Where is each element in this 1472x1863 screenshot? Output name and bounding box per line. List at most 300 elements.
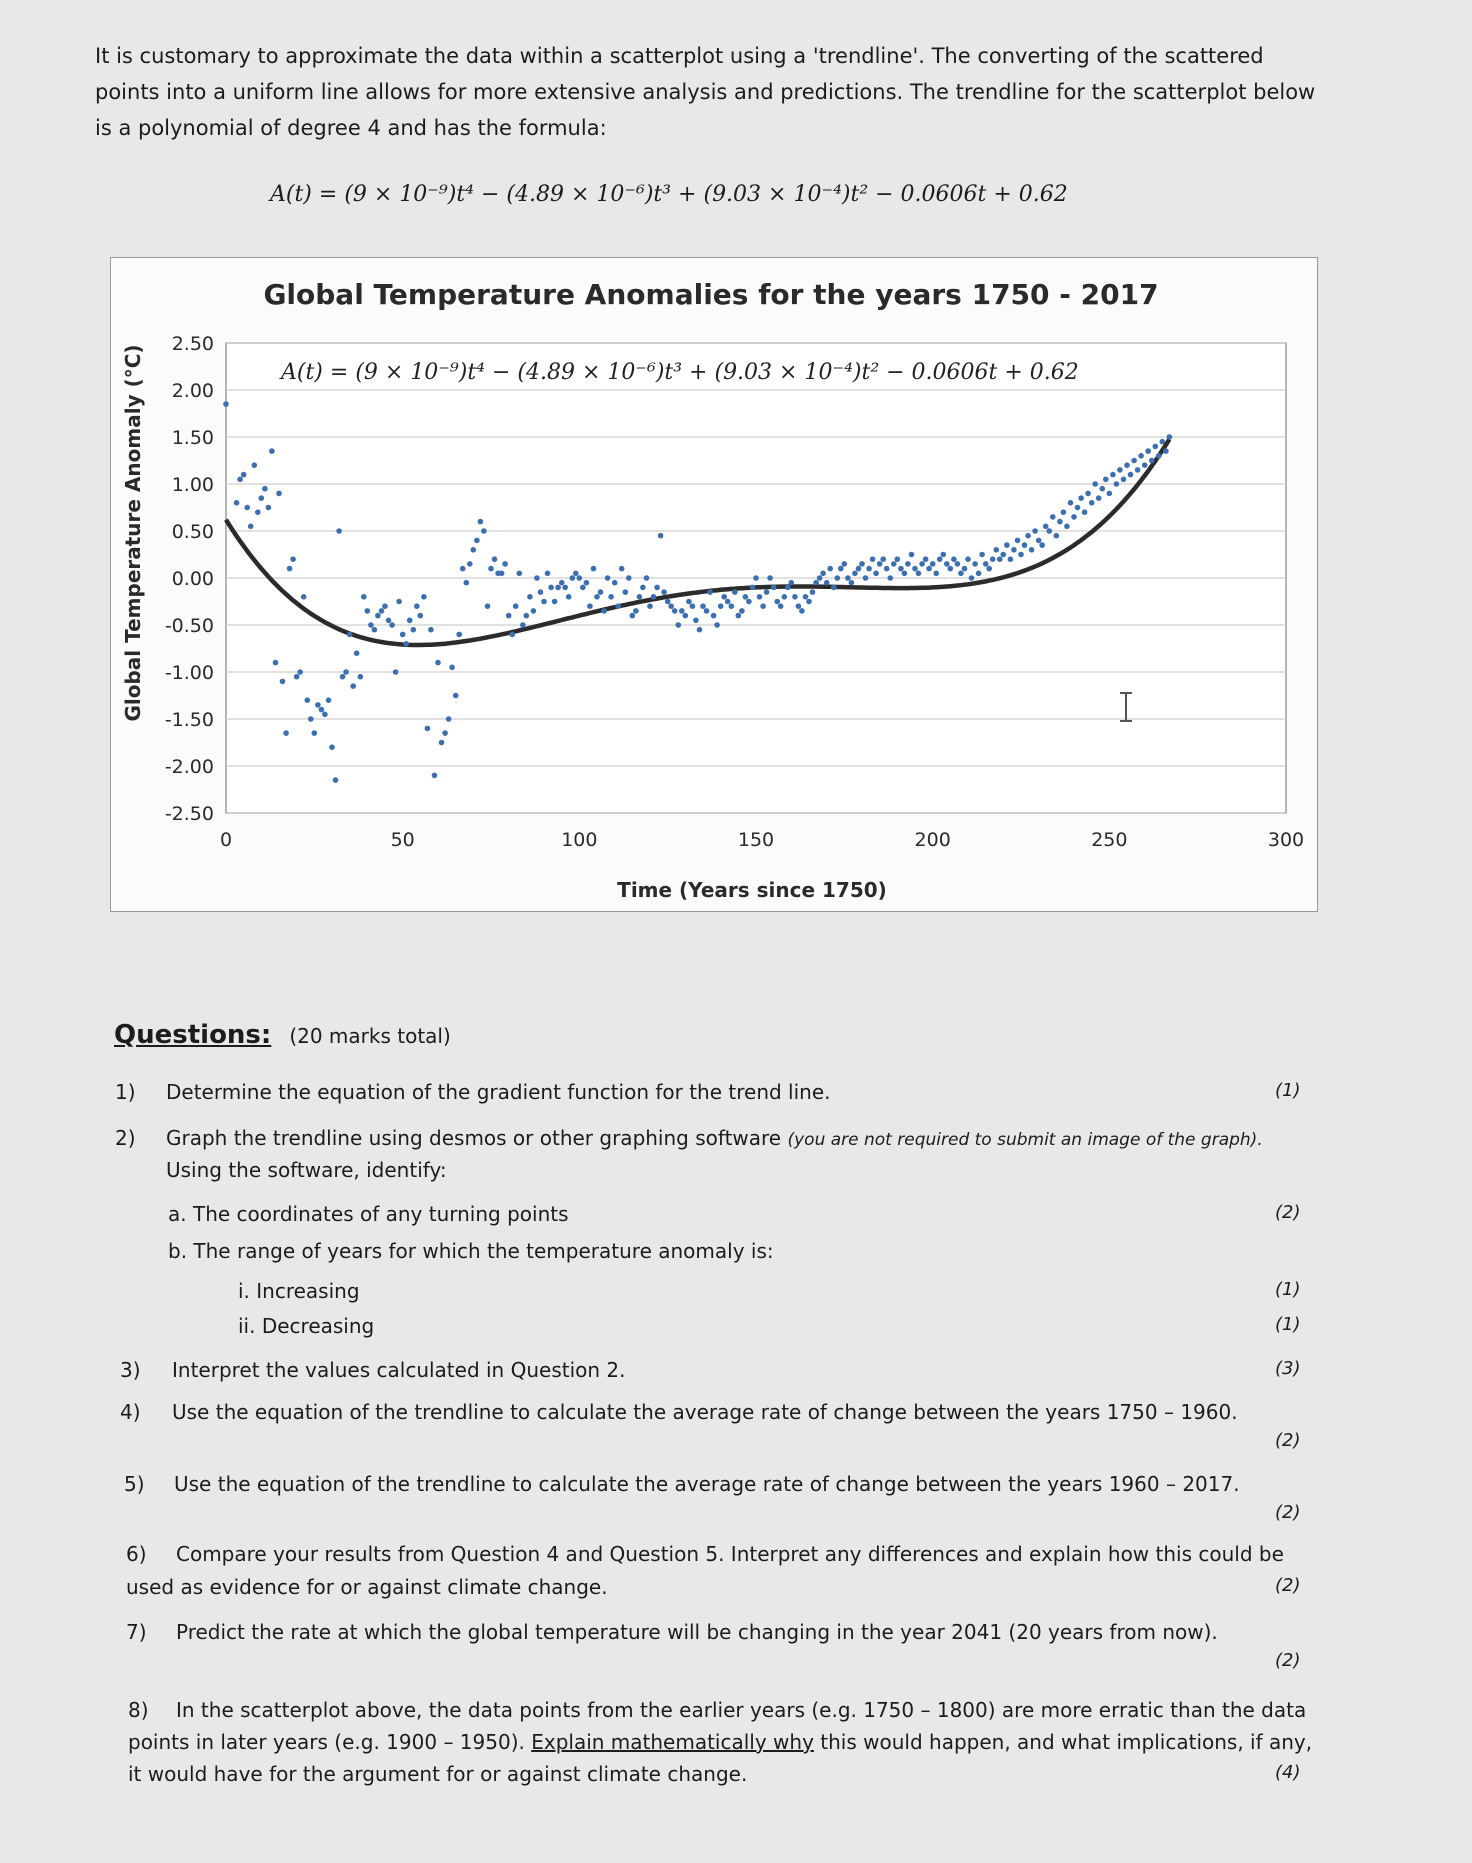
q8-text-3: it would have for the argument for or against climate change.: [128, 1762, 748, 1786]
data-point: [464, 580, 470, 586]
x-tick-label: 250: [1091, 829, 1128, 851]
x-tick-label: 200: [914, 829, 951, 851]
data-point: [647, 603, 653, 609]
data-point: [319, 707, 325, 713]
data-point: [372, 627, 378, 633]
data-point: [418, 613, 424, 619]
data-point: [637, 594, 643, 600]
q4-text: Use the equation of the trendline to calculate the average rate of change between the years 1750 – 1960.: [172, 1400, 1238, 1424]
data-point: [676, 622, 682, 628]
data-point: [986, 566, 992, 572]
data-point: [326, 697, 332, 703]
data-point: [615, 603, 621, 609]
data-point: [626, 575, 632, 581]
data-point: [898, 566, 904, 572]
data-point: [393, 669, 399, 675]
data-point: [1011, 547, 1017, 553]
data-point: [329, 744, 335, 750]
q6-text-2: used as evidence for or against climate change.: [126, 1575, 608, 1599]
data-point: [241, 472, 247, 478]
data-point: [651, 594, 657, 600]
data-point: [640, 585, 646, 591]
data-point: [280, 679, 286, 685]
data-point: [891, 561, 897, 567]
data-point: [237, 477, 243, 483]
data-point: [389, 622, 395, 628]
data-point: [746, 599, 752, 605]
data-point: [668, 603, 674, 609]
data-point: [545, 571, 551, 577]
data-point: [1131, 458, 1137, 464]
data-point: [365, 608, 371, 614]
data-point: [1124, 462, 1130, 468]
data-point: [1039, 542, 1045, 548]
data-point: [421, 594, 427, 600]
data-point: [1163, 448, 1169, 454]
data-point: [375, 613, 381, 619]
q5-number: 5): [124, 1472, 145, 1496]
data-point: [969, 575, 975, 581]
data-point: [262, 486, 268, 492]
data-point: [930, 561, 936, 567]
questions-title: Questions:: [114, 1020, 272, 1050]
data-point: [633, 608, 639, 614]
q8-text-2a: points in later years (e.g. 1900 – 1950).: [128, 1730, 525, 1754]
data-point: [1025, 533, 1031, 539]
data-point: [587, 603, 593, 609]
data-point: [266, 505, 272, 511]
chart-title: Global Temperature Anomalies for the years 1750 - 2017: [263, 278, 1159, 311]
data-point: [474, 538, 480, 544]
data-point: [799, 608, 805, 614]
data-point: [361, 594, 367, 600]
trendline-formula: A(t) = (9 × 10⁻⁹)t⁴ − (4.89 × 10⁻⁶)t³ + (9.03 × 10⁻⁴)t² − 0.0606t + 0.62: [270, 182, 1068, 207]
data-point: [944, 561, 950, 567]
q2bi-marks: (1): [1275, 1279, 1301, 1300]
data-point: [697, 627, 703, 633]
data-point: [1061, 509, 1067, 515]
data-point: [718, 603, 724, 609]
q2a-marks: (2): [1275, 1202, 1301, 1223]
data-point: [976, 571, 982, 577]
q2-number: 2): [115, 1126, 136, 1150]
data-point: [619, 566, 625, 572]
data-point: [506, 613, 512, 619]
data-point: [428, 627, 434, 633]
data-point: [513, 603, 519, 609]
data-point: [548, 585, 554, 591]
data-point: [672, 608, 678, 614]
data-point: [962, 566, 968, 572]
data-point: [1050, 514, 1056, 520]
q2b-text: b. The range of years for which the temperature anomaly is:: [168, 1239, 774, 1263]
data-point: [460, 566, 466, 572]
data-point: [683, 613, 689, 619]
data-point: [972, 561, 978, 567]
data-point: [478, 519, 484, 525]
q3-number: 3): [120, 1358, 141, 1382]
q8-text-2c: this would happen, and what implications, if any,: [820, 1730, 1313, 1754]
data-point: [562, 585, 568, 591]
data-point: [623, 589, 629, 595]
data-point: [1092, 481, 1098, 487]
data-point: [729, 603, 735, 609]
q2bii-marks: (1): [1275, 1314, 1301, 1335]
data-point: [711, 613, 717, 619]
y-tick-label: -1.00: [164, 662, 214, 684]
data-point: [1047, 528, 1053, 534]
data-point: [605, 575, 611, 581]
q2-text-2: Using the software, identify:: [166, 1158, 447, 1182]
data-point: [379, 608, 385, 614]
data-point: [259, 495, 265, 501]
y-axis-title: Global Temperature Anomaly (°C): [121, 344, 145, 722]
data-point: [644, 575, 650, 581]
data-point: [721, 594, 727, 600]
data-point: [598, 589, 604, 595]
data-point: [559, 580, 565, 586]
data-point: [1022, 542, 1028, 548]
data-point: [527, 594, 533, 600]
data-point: [1043, 524, 1049, 530]
data-point: [782, 594, 788, 600]
data-point: [1008, 556, 1014, 562]
data-point: [400, 632, 406, 638]
data-point: [453, 693, 459, 699]
q2-note: (you are not required to submit an image of the graph).: [787, 1130, 1263, 1150]
data-point: [577, 575, 583, 581]
q8-text: In the scatterplot above, the data points from the earlier years (e.g. 1750 – 1800) are more erratic than the data: [176, 1698, 1307, 1722]
data-point: [905, 561, 911, 567]
data-point: [601, 608, 607, 614]
data-point: [612, 580, 618, 586]
y-tick-label: 0.50: [171, 521, 214, 543]
y-tick-label: 1.00: [171, 474, 214, 496]
data-point: [937, 556, 943, 562]
y-tick-label: -0.50: [164, 615, 214, 637]
data-point: [442, 730, 448, 736]
q7-number: 7): [126, 1620, 147, 1644]
data-point: [386, 618, 392, 624]
data-point: [294, 674, 300, 680]
data-point: [877, 561, 883, 567]
data-point: [1064, 524, 1070, 530]
y-tick-label: 2.50: [171, 333, 214, 355]
data-point: [1103, 477, 1109, 483]
x-tick-label: 150: [737, 829, 775, 851]
data-point: [990, 556, 996, 562]
data-point: [690, 603, 696, 609]
questions-heading: [114, 1020, 451, 1050]
data-point: [1107, 491, 1113, 497]
data-point: [255, 509, 261, 515]
q2-text: [166, 1126, 1263, 1150]
q6-number: 6): [126, 1542, 147, 1566]
x-tick-label: 50: [390, 829, 415, 851]
data-point: [538, 589, 544, 595]
y-tick-label: 2.00: [171, 380, 214, 402]
y-tick-label: 0.00: [171, 568, 214, 590]
data-point: [774, 599, 780, 605]
data-point: [1082, 509, 1088, 515]
data-point: [1029, 547, 1035, 553]
data-point: [1054, 533, 1060, 539]
data-point: [1153, 444, 1159, 450]
data-point: [234, 500, 240, 506]
data-point: [997, 556, 1003, 562]
data-point: [343, 669, 349, 675]
data-point: [252, 462, 258, 468]
data-point: [290, 556, 296, 562]
data-point: [764, 589, 770, 595]
data-point: [1071, 514, 1077, 520]
data-point: [273, 660, 279, 666]
data-point: [919, 561, 925, 567]
data-point: [471, 547, 477, 553]
data-point: [283, 730, 289, 736]
data-point: [736, 613, 742, 619]
data-point: [789, 580, 795, 586]
data-point: [322, 712, 328, 718]
data-point: [941, 552, 947, 558]
data-point: [958, 571, 964, 577]
data-point: [411, 627, 417, 633]
y-tick-label: -1.50: [164, 709, 214, 731]
q7-marks: (2): [1275, 1650, 1301, 1671]
data-point: [933, 571, 939, 577]
data-point: [509, 632, 515, 638]
data-point: [517, 571, 523, 577]
x-tick-label: 100: [561, 829, 598, 851]
data-point: [1032, 528, 1038, 534]
data-point: [1100, 486, 1106, 492]
data-point: [350, 683, 356, 689]
data-point: [1160, 439, 1166, 445]
data-point: [1096, 495, 1102, 501]
data-point: [1145, 448, 1151, 454]
data-point: [333, 777, 339, 783]
data-point: [700, 603, 706, 609]
questions-total: (20 marks total): [289, 1024, 451, 1048]
data-point: [1138, 453, 1144, 459]
data-point: [785, 585, 791, 591]
data-point: [817, 575, 823, 581]
data-point: [488, 566, 494, 572]
data-point: [584, 580, 590, 586]
q1-text: Determine the equation of the gradient function for the trend line.: [166, 1080, 831, 1104]
q2-text-main: Graph the trendline using desmos or other graphing software: [166, 1126, 782, 1150]
data-point: [778, 603, 784, 609]
scatter-chart: [110, 257, 1318, 912]
data-point: [714, 622, 720, 628]
data-point: [336, 528, 342, 534]
data-point: [570, 575, 576, 581]
data-point: [248, 524, 254, 530]
data-point: [704, 608, 710, 614]
data-point: [456, 632, 462, 638]
q2bi-text: i. Increasing: [238, 1279, 360, 1303]
data-point: [276, 491, 282, 497]
data-point: [305, 697, 311, 703]
q8-text-2: [128, 1730, 1312, 1754]
data-point: [1057, 519, 1063, 525]
data-point: [368, 622, 374, 628]
data-point: [573, 571, 579, 577]
data-point: [859, 561, 865, 567]
data-point: [842, 561, 848, 567]
data-point: [502, 561, 508, 567]
data-point: [301, 594, 307, 600]
data-point: [866, 566, 872, 572]
data-point: [884, 566, 890, 572]
data-point: [750, 585, 756, 591]
data-point: [654, 585, 660, 591]
data-point: [467, 561, 473, 567]
data-point: [767, 575, 773, 581]
q1-number: 1): [115, 1080, 136, 1104]
data-point: [531, 608, 537, 614]
data-point: [824, 580, 830, 586]
data-point: [1110, 472, 1116, 478]
data-point: [580, 585, 586, 591]
data-point: [630, 613, 636, 619]
x-tick-label: 300: [1267, 829, 1305, 851]
q7-text: Predict the rate at which the global temperature will be changing in the year 2041 (20 years from now).: [176, 1620, 1218, 1644]
data-point: [916, 571, 922, 577]
data-point: [347, 632, 353, 638]
data-point: [994, 547, 1000, 553]
data-point: [870, 556, 876, 562]
data-point: [485, 603, 491, 609]
data-point: [923, 556, 929, 562]
data-point: [902, 571, 908, 577]
q8-number: 8): [128, 1698, 149, 1722]
data-point: [739, 608, 745, 614]
data-point: [432, 773, 438, 779]
y-tick-label: -2.50: [164, 803, 214, 825]
data-point: [803, 594, 809, 600]
data-point: [481, 528, 487, 534]
data-point: [1142, 462, 1148, 468]
data-point: [315, 702, 321, 708]
data-point: [948, 566, 954, 572]
data-point: [852, 571, 858, 577]
data-point: [1018, 552, 1024, 558]
data-point: [810, 589, 816, 595]
data-point: [541, 599, 547, 605]
data-point: [888, 575, 894, 581]
data-point: [757, 594, 763, 600]
q5-text: Use the equation of the trendline to calculate the average rate of change between the years 1960 – 2017.: [174, 1472, 1240, 1496]
data-point: [806, 599, 812, 605]
data-point: [951, 556, 957, 562]
data-point: [354, 650, 360, 656]
data-point: [269, 448, 275, 454]
data-point: [835, 575, 841, 581]
data-point: [856, 566, 862, 572]
data-point: [566, 594, 572, 600]
data-point: [1085, 491, 1091, 497]
data-point: [732, 589, 738, 595]
data-point: [446, 716, 452, 722]
data-point: [449, 665, 455, 671]
data-point: [1167, 434, 1173, 440]
data-point: [1036, 538, 1042, 544]
data-point: [1121, 477, 1127, 483]
data-point: [820, 571, 826, 577]
data-point: [312, 730, 318, 736]
data-point: [223, 401, 229, 407]
x-tick-label: 0: [219, 829, 233, 851]
data-point: [358, 674, 364, 680]
data-point: [955, 561, 961, 567]
data-point: [979, 552, 985, 558]
data-point: [873, 571, 879, 577]
data-point: [608, 594, 614, 600]
chart-canvas: [111, 258, 1316, 910]
data-point: [909, 552, 915, 558]
data-point: [792, 594, 798, 600]
y-tick-label: -2.00: [164, 756, 214, 778]
data-point: [1128, 472, 1134, 478]
data-point: [813, 580, 819, 586]
data-point: [1001, 552, 1007, 558]
data-point: [1004, 542, 1010, 548]
data-point: [382, 603, 388, 609]
data-point: [895, 556, 901, 562]
data-point: [686, 599, 692, 605]
data-point: [665, 599, 671, 605]
data-point: [760, 603, 766, 609]
data-point: [1149, 458, 1155, 464]
data-point: [743, 594, 749, 600]
chart-equation: A(t) = (9 × 10⁻⁹)t⁴ − (4.89 × 10⁻⁶)t³ + (9.03 × 10⁻⁴)t² − 0.0606t + 0.62: [281, 360, 1079, 385]
data-point: [308, 716, 314, 722]
data-point: [1117, 467, 1123, 473]
data-point: [838, 566, 844, 572]
data-point: [1089, 500, 1095, 506]
data-point: [965, 556, 971, 562]
q5-marks: (2): [1275, 1502, 1301, 1523]
data-point: [244, 505, 250, 511]
intro-paragraph: It is customary to approximate the data within a scatterplot using a 'trendline'. The converting of the scattered points into a uniform line allows for more extensive analysis and predictions. The trendline for the scatterplot below is a polynomial of degree 4 and has the formula:: [95, 44, 1316, 140]
data-point: [340, 674, 346, 680]
data-point: [771, 585, 777, 591]
data-point: [707, 589, 713, 595]
q8-text-2b: Explain mathematically why: [531, 1730, 814, 1754]
q2a-text: a. The coordinates of any turning points: [168, 1202, 569, 1226]
data-point: [492, 556, 498, 562]
q6-marks: (2): [1275, 1575, 1301, 1596]
data-point: [1068, 500, 1074, 506]
data-point: [287, 566, 293, 572]
data-point: [591, 566, 597, 572]
data-point: [297, 669, 303, 675]
data-point: [594, 594, 600, 600]
data-point: [753, 575, 759, 581]
data-point: [1135, 467, 1141, 473]
data-point: [407, 618, 413, 624]
data-point: [1015, 538, 1021, 544]
data-point: [1114, 481, 1120, 487]
data-point: [552, 599, 558, 605]
data-point: [534, 575, 540, 581]
data-point: [863, 575, 869, 581]
data-point: [912, 566, 918, 572]
q2bii-text: ii. Decreasing: [238, 1314, 375, 1338]
data-point: [414, 603, 420, 609]
data-point: [845, 575, 851, 581]
